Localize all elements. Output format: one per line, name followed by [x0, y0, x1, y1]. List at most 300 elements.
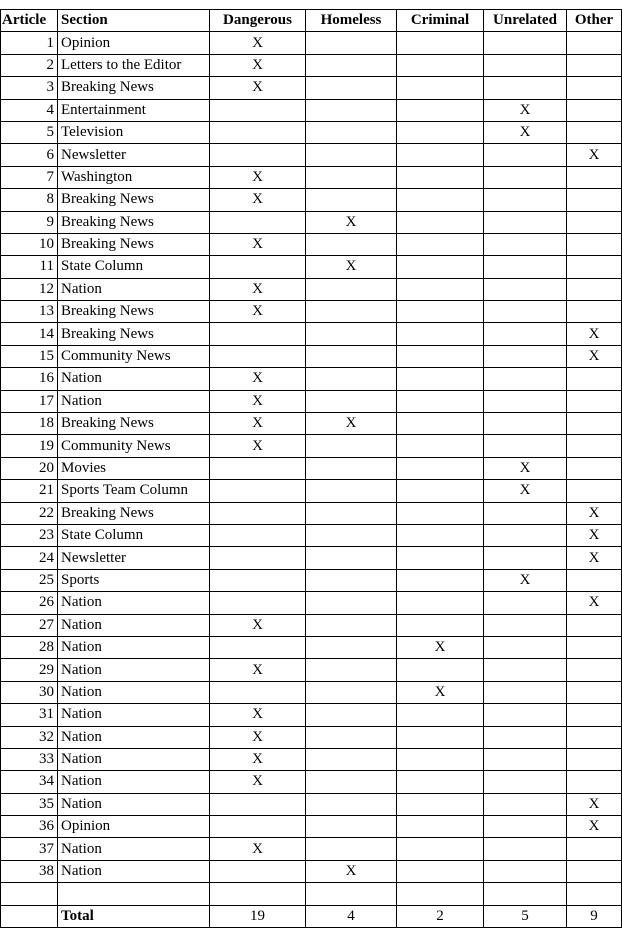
section-cell: Opinion — [58, 32, 210, 54]
article-classification-table — [0, 9, 622, 928]
other-cell — [567, 771, 622, 793]
dangerous-cell: X — [210, 748, 306, 770]
table-row — [1, 323, 622, 345]
article-cell: 21 — [1, 480, 58, 502]
article-cell: 36 — [1, 816, 58, 838]
table-row — [1, 636, 622, 658]
dangerous-cell — [210, 681, 306, 703]
article-cell: 35 — [1, 793, 58, 815]
dangerous-cell — [210, 592, 306, 614]
other-cell — [567, 211, 622, 233]
criminal-cell — [397, 793, 484, 815]
homeless-cell — [306, 457, 397, 479]
dangerous-cell: X — [210, 704, 306, 726]
section-cell: Breaking News — [58, 413, 210, 435]
dangerous-cell: X — [210, 390, 306, 412]
article-cell: 26 — [1, 592, 58, 614]
dangerous-cell — [210, 860, 306, 882]
table-row — [1, 166, 622, 188]
section-cell: Television — [58, 121, 210, 143]
other-cell: X — [567, 524, 622, 546]
dangerous-cell — [210, 345, 306, 367]
table-row — [1, 233, 622, 255]
table-row — [1, 413, 622, 435]
header-row — [1, 10, 622, 32]
article-cell: 16 — [1, 368, 58, 390]
table-row — [1, 435, 622, 457]
other-cell: X — [567, 323, 622, 345]
unrelated-cell: X — [484, 99, 567, 121]
homeless-cell — [306, 54, 397, 76]
section-cell: Nation — [58, 390, 210, 412]
section-cell: Nation — [58, 838, 210, 860]
other-cell — [567, 636, 622, 658]
homeless-cell — [306, 166, 397, 188]
dangerous-cell: X — [210, 726, 306, 748]
blank-cell — [306, 883, 397, 905]
criminal-cell — [397, 704, 484, 726]
table-row — [1, 211, 622, 233]
article-cell: 25 — [1, 569, 58, 591]
article-cell: 1 — [1, 32, 58, 54]
header-section: Section — [58, 10, 210, 32]
criminal-cell — [397, 233, 484, 255]
section-cell: Newsletter — [58, 144, 210, 166]
other-cell — [567, 681, 622, 703]
dangerous-cell — [210, 569, 306, 591]
other-cell — [567, 614, 622, 636]
homeless-cell: X — [306, 211, 397, 233]
unrelated-cell — [484, 323, 567, 345]
criminal-cell — [397, 413, 484, 435]
header-unrelated: Unrelated — [484, 10, 567, 32]
other-cell: X — [567, 793, 622, 815]
section-cell: Nation — [58, 368, 210, 390]
homeless-cell — [306, 189, 397, 211]
blank-row — [1, 883, 622, 905]
criminal-cell — [397, 614, 484, 636]
dangerous-cell: X — [210, 54, 306, 76]
homeless-cell — [306, 726, 397, 748]
unrelated-cell — [484, 748, 567, 770]
table-row — [1, 144, 622, 166]
section-cell: Nation — [58, 748, 210, 770]
dangerous-cell: X — [210, 413, 306, 435]
criminal-cell — [397, 301, 484, 323]
criminal-cell — [397, 99, 484, 121]
total-row — [1, 905, 622, 927]
article-cell: 37 — [1, 838, 58, 860]
unrelated-cell: X — [484, 480, 567, 502]
other-cell — [567, 457, 622, 479]
article-cell: 8 — [1, 189, 58, 211]
homeless-cell — [306, 569, 397, 591]
table-row — [1, 547, 622, 569]
homeless-cell — [306, 771, 397, 793]
blank-cell — [58, 883, 210, 905]
dangerous-cell — [210, 256, 306, 278]
blank-cell — [484, 883, 567, 905]
dangerous-cell: X — [210, 838, 306, 860]
dangerous-cell: X — [210, 166, 306, 188]
criminal-cell — [397, 54, 484, 76]
section-cell: Nation — [58, 860, 210, 882]
article-cell: 19 — [1, 435, 58, 457]
table-row — [1, 480, 622, 502]
unrelated-cell — [484, 345, 567, 367]
unrelated-cell — [484, 860, 567, 882]
table-row — [1, 569, 622, 591]
dangerous-cell — [210, 816, 306, 838]
total-unrelated: 5 — [484, 905, 567, 927]
other-cell: X — [567, 592, 622, 614]
homeless-cell — [306, 502, 397, 524]
total-criminal: 2 — [397, 905, 484, 927]
dangerous-cell: X — [210, 771, 306, 793]
other-cell — [567, 368, 622, 390]
other-cell — [567, 54, 622, 76]
unrelated-cell — [484, 233, 567, 255]
blank-cell — [397, 883, 484, 905]
other-cell — [567, 166, 622, 188]
unrelated-cell — [484, 278, 567, 300]
table-row — [1, 748, 622, 770]
criminal-cell — [397, 838, 484, 860]
criminal-cell — [397, 121, 484, 143]
article-cell: 7 — [1, 166, 58, 188]
unrelated-cell — [484, 816, 567, 838]
section-cell: Breaking News — [58, 502, 210, 524]
criminal-cell — [397, 144, 484, 166]
table-row — [1, 301, 622, 323]
criminal-cell — [397, 726, 484, 748]
dangerous-cell: X — [210, 614, 306, 636]
unrelated-cell — [484, 435, 567, 457]
article-cell: 33 — [1, 748, 58, 770]
dangerous-cell — [210, 636, 306, 658]
section-cell: Opinion — [58, 816, 210, 838]
table-row — [1, 704, 622, 726]
total-dangerous: 19 — [210, 905, 306, 927]
homeless-cell — [306, 32, 397, 54]
section-cell: Breaking News — [58, 323, 210, 345]
section-cell: Nation — [58, 771, 210, 793]
criminal-cell — [397, 771, 484, 793]
section-cell: Community News — [58, 345, 210, 367]
table-row — [1, 659, 622, 681]
section-cell: Nation — [58, 659, 210, 681]
homeless-cell — [306, 614, 397, 636]
unrelated-cell — [484, 256, 567, 278]
dangerous-cell — [210, 524, 306, 546]
table-row — [1, 614, 622, 636]
criminal-cell — [397, 816, 484, 838]
homeless-cell — [306, 301, 397, 323]
other-cell — [567, 278, 622, 300]
homeless-cell: X — [306, 860, 397, 882]
criminal-cell — [397, 435, 484, 457]
table-row — [1, 681, 622, 703]
homeless-cell — [306, 659, 397, 681]
other-cell — [567, 569, 622, 591]
article-cell: 5 — [1, 121, 58, 143]
section-cell: Movies — [58, 457, 210, 479]
table-row — [1, 816, 622, 838]
criminal-cell — [397, 256, 484, 278]
section-cell: Entertainment — [58, 99, 210, 121]
other-cell: X — [567, 345, 622, 367]
other-cell — [567, 860, 622, 882]
criminal-cell — [397, 547, 484, 569]
table-row — [1, 121, 622, 143]
other-cell — [567, 390, 622, 412]
article-cell: 23 — [1, 524, 58, 546]
unrelated-cell — [484, 301, 567, 323]
dangerous-cell: X — [210, 77, 306, 99]
criminal-cell: X — [397, 681, 484, 703]
criminal-cell — [397, 390, 484, 412]
dangerous-cell — [210, 457, 306, 479]
other-cell — [567, 435, 622, 457]
article-cell: 3 — [1, 77, 58, 99]
article-cell: 9 — [1, 211, 58, 233]
table-row — [1, 771, 622, 793]
section-cell: Nation — [58, 681, 210, 703]
section-cell: Nation — [58, 278, 210, 300]
section-cell: Nation — [58, 704, 210, 726]
section-cell: Nation — [58, 726, 210, 748]
homeless-cell — [306, 323, 397, 345]
unrelated-cell — [484, 838, 567, 860]
table-row — [1, 457, 622, 479]
article-cell: 17 — [1, 390, 58, 412]
criminal-cell: X — [397, 636, 484, 658]
dangerous-cell: X — [210, 233, 306, 255]
homeless-cell — [306, 592, 397, 614]
criminal-cell — [397, 345, 484, 367]
table-row — [1, 838, 622, 860]
unrelated-cell — [484, 211, 567, 233]
article-cell: 31 — [1, 704, 58, 726]
section-cell: Nation — [58, 592, 210, 614]
article-cell: 10 — [1, 233, 58, 255]
section-cell: Newsletter — [58, 547, 210, 569]
unrelated-cell — [484, 681, 567, 703]
criminal-cell — [397, 278, 484, 300]
section-cell: Nation — [58, 614, 210, 636]
article-cell: 32 — [1, 726, 58, 748]
section-cell: Breaking News — [58, 189, 210, 211]
homeless-cell — [306, 838, 397, 860]
blank-cell — [567, 883, 622, 905]
article-cell: 11 — [1, 256, 58, 278]
article-cell: 20 — [1, 457, 58, 479]
homeless-cell — [306, 524, 397, 546]
article-cell: 29 — [1, 659, 58, 681]
criminal-cell — [397, 166, 484, 188]
table-row — [1, 860, 622, 882]
unrelated-cell: X — [484, 121, 567, 143]
criminal-cell — [397, 860, 484, 882]
blank-cell — [210, 883, 306, 905]
other-cell: X — [567, 816, 622, 838]
article-cell: 6 — [1, 144, 58, 166]
unrelated-cell — [484, 32, 567, 54]
section-cell: Letters to the Editor — [58, 54, 210, 76]
homeless-cell — [306, 278, 397, 300]
unrelated-cell — [484, 390, 567, 412]
dangerous-cell: X — [210, 368, 306, 390]
article-cell: 12 — [1, 278, 58, 300]
criminal-cell — [397, 77, 484, 99]
article-cell: 4 — [1, 99, 58, 121]
other-cell — [567, 301, 622, 323]
homeless-cell — [306, 636, 397, 658]
dangerous-cell: X — [210, 32, 306, 54]
header-article: Article — [1, 10, 58, 32]
table-row — [1, 390, 622, 412]
unrelated-cell — [484, 592, 567, 614]
article-cell: 28 — [1, 636, 58, 658]
article-cell: 27 — [1, 614, 58, 636]
other-cell: X — [567, 502, 622, 524]
other-cell — [567, 838, 622, 860]
unrelated-cell — [484, 368, 567, 390]
dangerous-cell: X — [210, 659, 306, 681]
other-cell — [567, 659, 622, 681]
dangerous-cell — [210, 323, 306, 345]
homeless-cell — [306, 345, 397, 367]
section-cell: Nation — [58, 636, 210, 658]
other-cell — [567, 704, 622, 726]
unrelated-cell — [484, 502, 567, 524]
table-row — [1, 502, 622, 524]
total-homeless: 4 — [306, 905, 397, 927]
section-cell: State Column — [58, 256, 210, 278]
table-row — [1, 793, 622, 815]
header-dangerous: Dangerous — [210, 10, 306, 32]
unrelated-cell: X — [484, 457, 567, 479]
article-cell: 22 — [1, 502, 58, 524]
article-cell: 24 — [1, 547, 58, 569]
criminal-cell — [397, 748, 484, 770]
dangerous-cell — [210, 480, 306, 502]
unrelated-cell — [484, 614, 567, 636]
criminal-cell — [397, 502, 484, 524]
other-cell — [567, 77, 622, 99]
article-cell: 38 — [1, 860, 58, 882]
dangerous-cell — [210, 121, 306, 143]
homeless-cell — [306, 368, 397, 390]
table-body — [1, 32, 622, 883]
section-cell: Breaking News — [58, 211, 210, 233]
other-cell: X — [567, 547, 622, 569]
table-row — [1, 54, 622, 76]
header-criminal: Criminal — [397, 10, 484, 32]
criminal-cell — [397, 32, 484, 54]
section-cell: Sports Team Column — [58, 480, 210, 502]
dangerous-cell — [210, 547, 306, 569]
homeless-cell — [306, 480, 397, 502]
table-row — [1, 368, 622, 390]
criminal-cell — [397, 189, 484, 211]
table-row — [1, 592, 622, 614]
criminal-cell — [397, 659, 484, 681]
table-row — [1, 189, 622, 211]
unrelated-cell — [484, 659, 567, 681]
other-cell — [567, 121, 622, 143]
criminal-cell — [397, 480, 484, 502]
section-cell: Nation — [58, 793, 210, 815]
dangerous-cell — [210, 144, 306, 166]
dangerous-cell — [210, 211, 306, 233]
dangerous-cell: X — [210, 435, 306, 457]
section-cell: Breaking News — [58, 301, 210, 323]
other-cell — [567, 99, 622, 121]
unrelated-cell — [484, 144, 567, 166]
table-row — [1, 32, 622, 54]
other-cell — [567, 233, 622, 255]
article-cell: 34 — [1, 771, 58, 793]
homeless-cell — [306, 816, 397, 838]
table-row — [1, 99, 622, 121]
homeless-cell — [306, 144, 397, 166]
dangerous-cell — [210, 502, 306, 524]
total-article-cell — [1, 905, 58, 927]
article-cell: 15 — [1, 345, 58, 367]
other-cell — [567, 256, 622, 278]
table-row — [1, 345, 622, 367]
criminal-cell — [397, 457, 484, 479]
header-other: Other — [567, 10, 622, 32]
article-cell: 30 — [1, 681, 58, 703]
dangerous-cell: X — [210, 189, 306, 211]
section-cell: Washington — [58, 166, 210, 188]
homeless-cell — [306, 99, 397, 121]
unrelated-cell: X — [484, 569, 567, 591]
unrelated-cell — [484, 771, 567, 793]
unrelated-cell — [484, 793, 567, 815]
homeless-cell: X — [306, 413, 397, 435]
dangerous-cell: X — [210, 278, 306, 300]
other-cell — [567, 189, 622, 211]
criminal-cell — [397, 323, 484, 345]
dangerous-cell — [210, 793, 306, 815]
section-cell: Breaking News — [58, 233, 210, 255]
total-label: Total — [58, 905, 210, 927]
table-row — [1, 256, 622, 278]
other-cell — [567, 748, 622, 770]
homeless-cell — [306, 793, 397, 815]
criminal-cell — [397, 592, 484, 614]
criminal-cell — [397, 569, 484, 591]
other-cell: X — [567, 144, 622, 166]
homeless-cell — [306, 748, 397, 770]
homeless-cell — [306, 390, 397, 412]
section-cell: Community News — [58, 435, 210, 457]
criminal-cell — [397, 211, 484, 233]
article-cell: 18 — [1, 413, 58, 435]
total-other: 9 — [567, 905, 622, 927]
unrelated-cell — [484, 524, 567, 546]
section-cell: State Column — [58, 524, 210, 546]
article-cell: 2 — [1, 54, 58, 76]
other-cell — [567, 480, 622, 502]
article-cell: 13 — [1, 301, 58, 323]
homeless-cell — [306, 233, 397, 255]
unrelated-cell — [484, 189, 567, 211]
dangerous-cell — [210, 99, 306, 121]
